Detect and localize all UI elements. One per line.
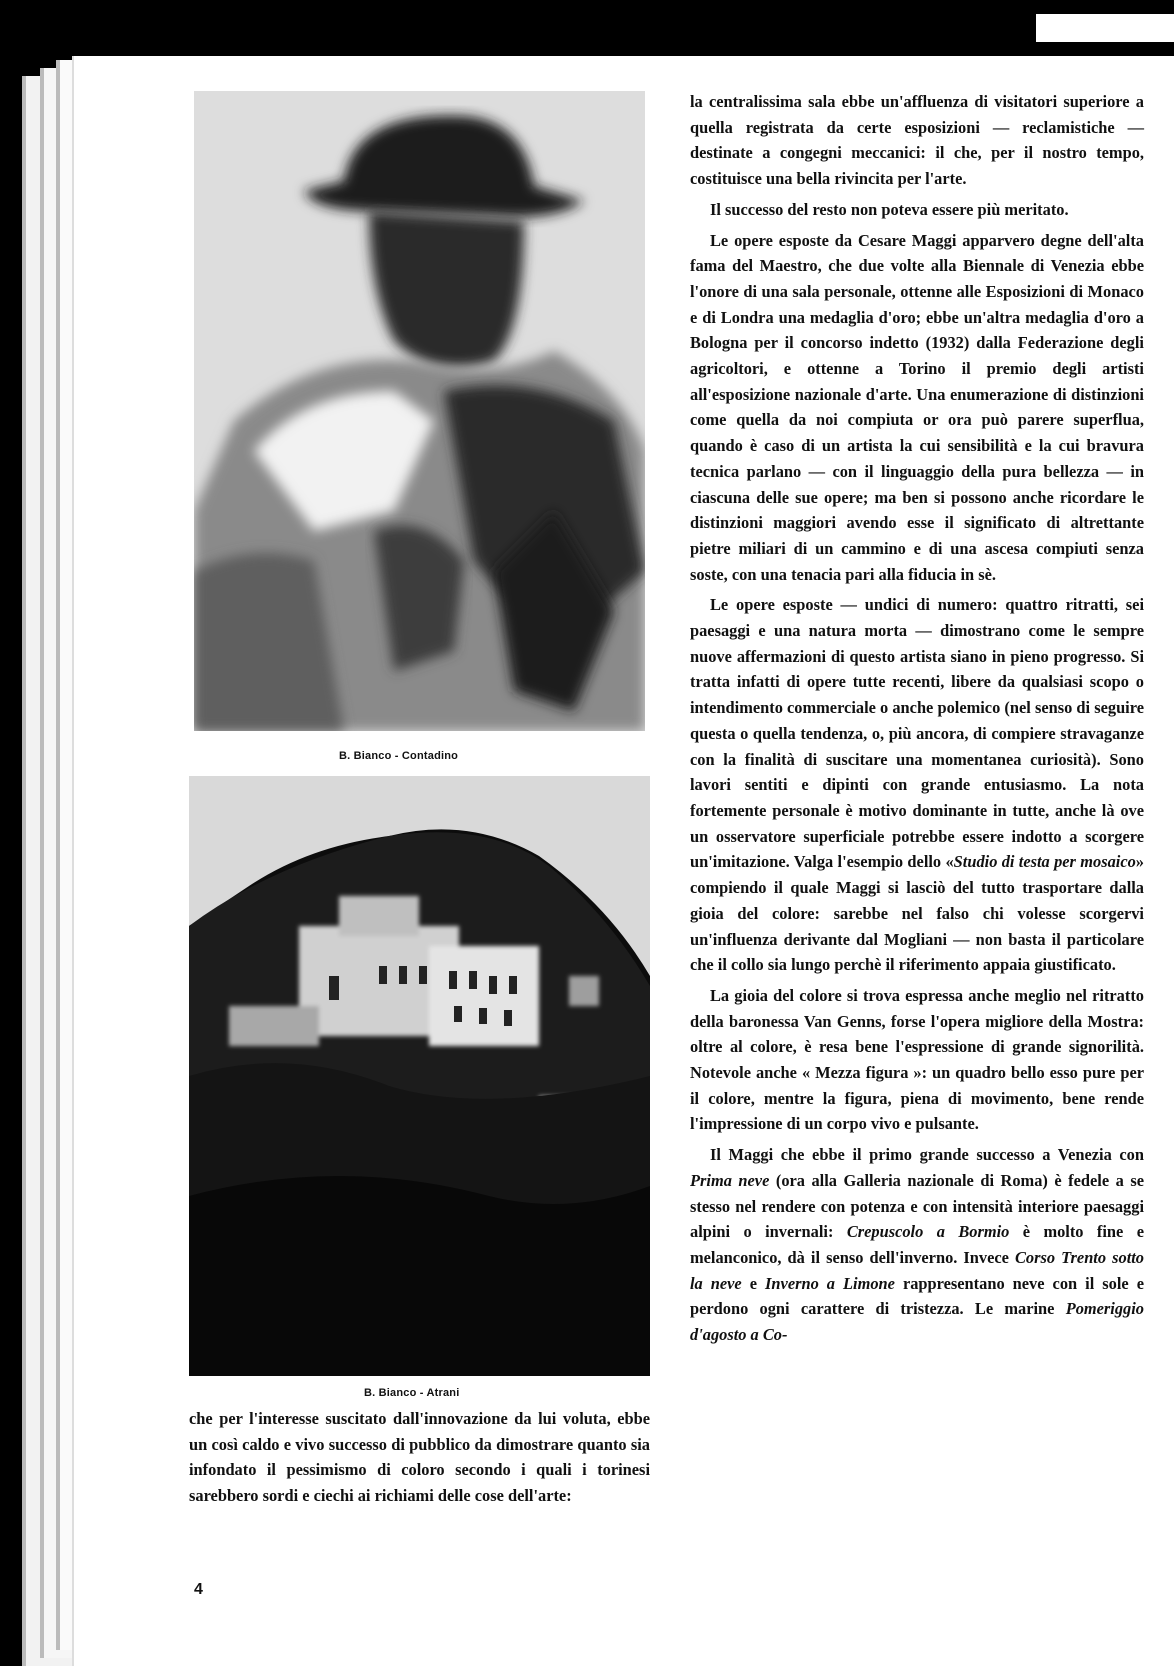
text-span: Le opere esposte — undici di numero: quattro ritratti, sei paesaggi e una natura morta — dimostrano come le sempre nuove affermazioni di questo artista siano in pieno progresso. Si tratta infatti di opere tutte recenti, libere da qualsiasi scopo o intendimento commerciale o anche polemico (nel senso di seguire questa o quella tendenza, o, più ancora, di compiere stravaganze con la finalità di suscitare una momentanea curiosità). Sono lavori sentiti e dipinti con grande entusiasmo. La nota fortemente personale è motivo dominante in tutte, anche là ove un osservatore superficiale potrebbe essere indotto a scorgere un'imitazione. Valga l'esempio dello «	[690, 595, 1144, 872]
paragraph: Le opere esposte da Cesare Maggi apparvero degne dell'alta fama del Maestro, che due volte alla Biennale di Venezia ebbe l'onore di una sala personale, ottenne alle Esposizioni di Monaco e di Londra una medaglia d'oro; ebbe un'altra medaglia d'oro a Bologna per il concorso indetto (1932) dalla Federazione degli agricoltori, e ottenne a Torino il premio degli artisti all'esposizione nazionale d'arte. Una enumerazione di distinzioni come quella da noi compiuta or ora può parere superflua, quando è caso di un artista la cui sensibilità e la cui bravura tecnica parlano — con il linguaggio della pura bellezza — in ciascuna delle sue opere; ma ben si possono anche ricordare le distinzioni maggiori avendo esse il significato di altrettante pietre miliari di un cammino e di una ascesa compiuti senza soste, con una tenacia pari alla fiducia in sè.	[690, 230, 1144, 584]
paragraph	[690, 1142, 1144, 1348]
artwork-title: Pomeriggio d'agosto a Co-	[690, 1299, 1144, 1345]
painting-contadino-image	[194, 91, 645, 731]
magazine-page	[72, 56, 1174, 1666]
artwork-title: Inverno a Limone	[765, 1273, 895, 1293]
photo-atrani	[189, 776, 650, 1376]
artwork-title: Crepuscolo a Bormio	[846, 1222, 1010, 1242]
caption-contadino: B. Bianco - Contadino	[339, 750, 459, 762]
paragraph	[690, 592, 1144, 978]
right-column-text	[690, 89, 1144, 1353]
text-span: è molto fine e melanconico, dà il senso dell'inverno. Invece	[690, 1222, 1145, 1267]
paragraph: La gioia del colore si trova espressa anche meglio nel ritratto della baronessa Van Genns, forse l'opera migliore della Mostra: oltre al colore, è resa bene l'espressione di grande signorilità. Notevole anche « Mezza figura »: un quadro bello esso pure per il colore, mentre la figura, piena di movimento, bene rende l'impressione di un corpo vivo e pulsante.	[690, 985, 1144, 1134]
left-column-text	[189, 1406, 650, 1514]
text-span: » compiendo il quale Maggi si lasciò del tutto trasportare dalla gioia del colore: sarebbe nel falso chi volesse scorgervi un'influenza derivante dal Mogliani — non basta il particolare che il collo sia lungo perchè il riferimento appaia giustificato.	[690, 852, 1144, 975]
painting-atrani-image	[189, 776, 650, 1376]
page-number: 4	[194, 1581, 203, 1598]
scan-edge-strip	[1036, 14, 1174, 42]
paragraph: che per l'interesse suscitato dall'innovazione da lui voluta, ebbe un così caldo e vivo successo di pubblico da dimostrare quanto sia infondato il pessimismo di coloro secondo i quali i torinesi sarebbero sordi e ciechi ai richiami delle cose dell'arte:	[189, 1409, 650, 1506]
caption-atrani: B. Bianco - Atrani	[364, 1387, 460, 1399]
artwork-title: Studio di testa per mosaico	[953, 852, 1136, 872]
text-span: e	[741, 1273, 766, 1293]
paragraph: Il successo del resto non poteva essere più meritato.	[710, 199, 1069, 219]
text-span: rappresentano neve con il sole e perdono ogni carattere di tristezza. Le marine	[690, 1273, 1144, 1319]
text-span: (ora alla Galleria nazionale di Roma) è fedele a se stesso nel rendere con potenza e con intensità interiore paesaggi alpini o invernali:	[690, 1170, 1144, 1242]
paragraph: la centralissima sala ebbe un'affluenza di visitatori superiore a quella registrata da certe esposizioni — reclamistiche — destinate a congegni meccanici: il che, per il nostro tempo, costituisce una bella rivincita per l'arte.	[690, 92, 1144, 189]
artwork-title: Prima neve	[690, 1170, 770, 1190]
photo-contadino	[194, 91, 645, 731]
artwork-title: Corso Trento sotto la neve	[690, 1247, 1144, 1293]
text-span: Il Maggi che ebbe il primo grande successo a Venezia con	[710, 1145, 1144, 1165]
